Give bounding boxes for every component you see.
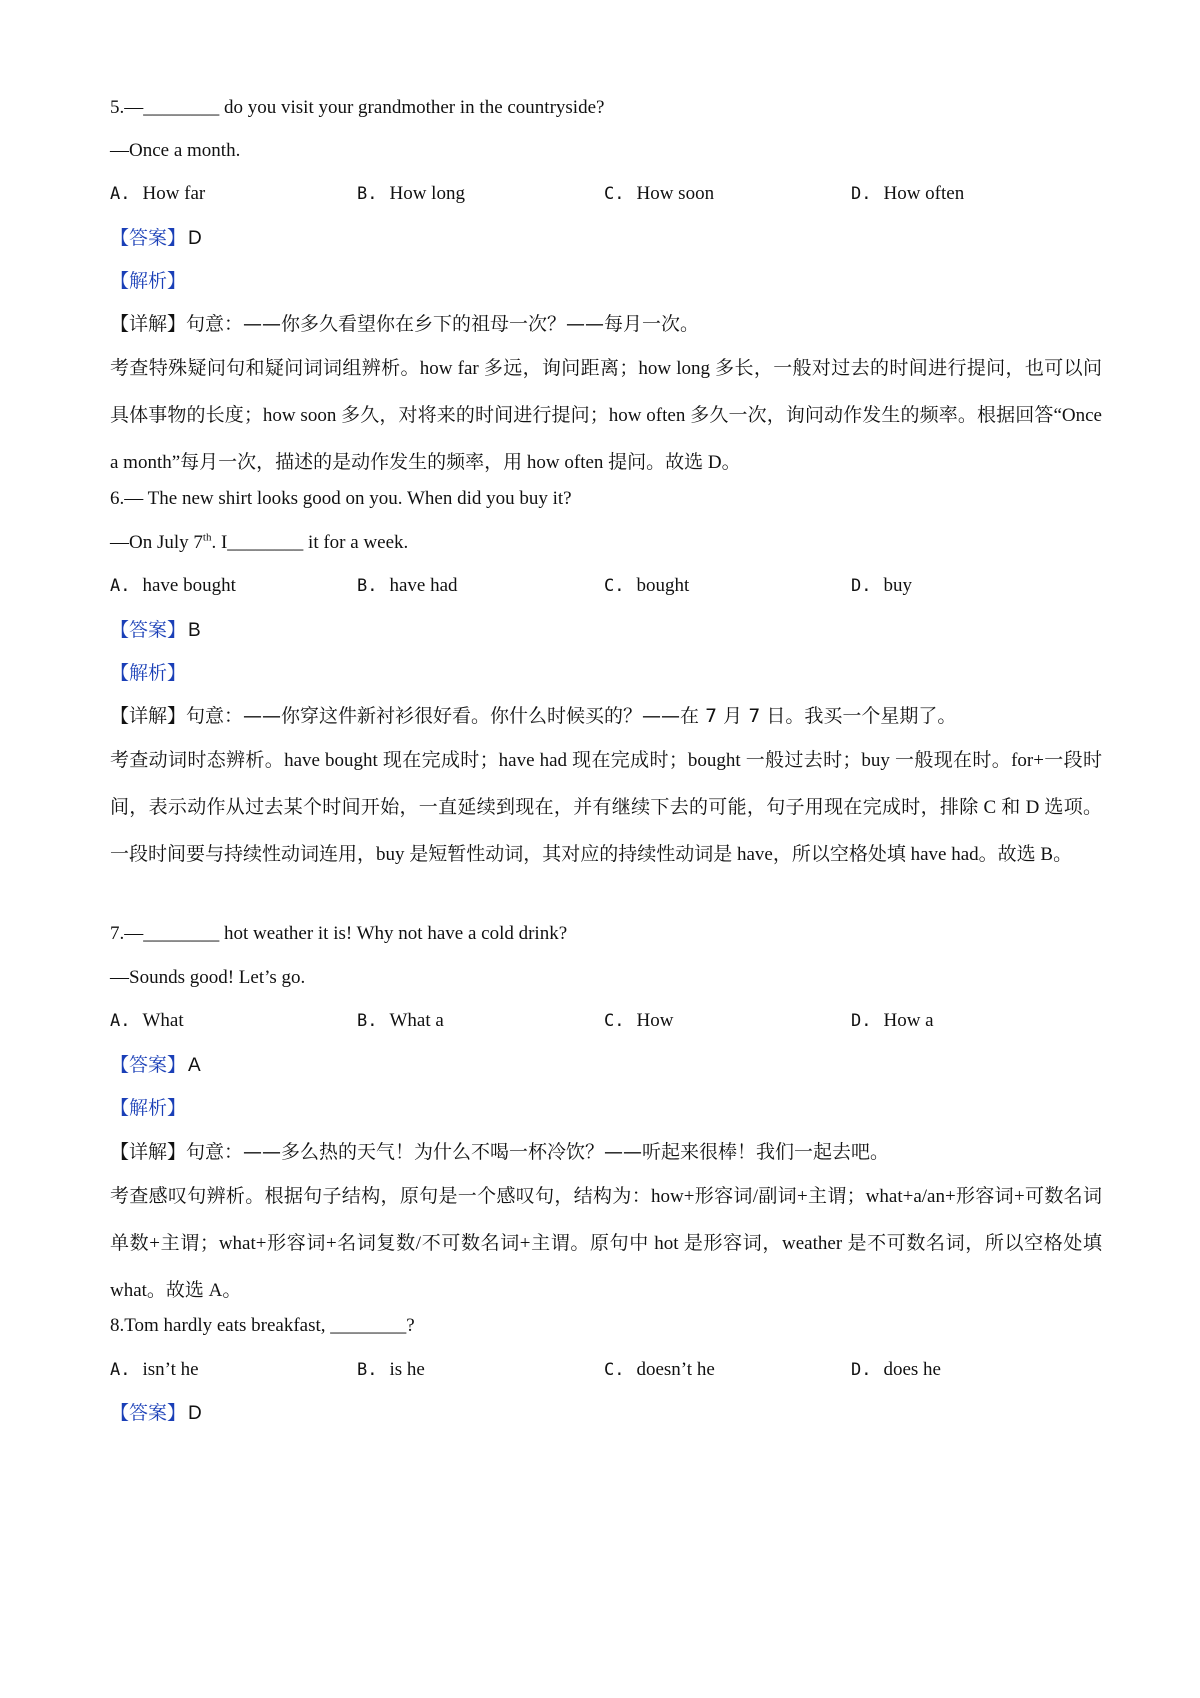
q5-option-a: A. How far bbox=[110, 183, 206, 204]
q8-answer-value: D bbox=[188, 1403, 202, 1424]
q6-reply: —On July 7th. I________ it for a week. bbox=[110, 531, 409, 553]
q6-stem bbox=[110, 487, 572, 511]
q6-number: 6. bbox=[110, 488, 125, 509]
q7-stem bbox=[110, 922, 567, 946]
q6-answer bbox=[110, 618, 201, 643]
q6-stem-text: — The new shirt looks good on you. When did you buy it? bbox=[124, 488, 572, 509]
analysis-tag: 【解析】 bbox=[110, 1097, 187, 1119]
q7-option-a: A. What bbox=[110, 1010, 184, 1031]
q7-explanation: 考查感叹句辨析。根据句子结构，原句是一个感叹句，结构为：how+形容词/副词+主谓；what+a/an+形容词+可数名词单数+主谓；what+形容词+名词复数/不可数名词+主谓。原句中 hot 是形容词，weather 是不可数名词，所以空格处填 what。故选 A。 bbox=[110, 1186, 1102, 1301]
q7-option-c: C. How bbox=[604, 1010, 674, 1031]
q7-stem-text: —________ hot weather it is! Why not have a cold drink? bbox=[124, 923, 568, 944]
q5-detail bbox=[110, 312, 699, 336]
q5-option-d: D. How often bbox=[851, 183, 965, 204]
q6-superscript: th bbox=[202, 531, 212, 544]
q7-answer-value: A bbox=[188, 1055, 201, 1076]
q7-reply: —Sounds good! Let’s go. bbox=[110, 967, 306, 988]
q5-answer bbox=[110, 226, 202, 251]
q6-answer-value: B bbox=[188, 620, 201, 641]
q8-answer bbox=[110, 1401, 202, 1426]
q7-detail-text: 句意：——多么热的天气！为什么不喝一杯冷饮？——听起来很棒！我们一起去吧。 bbox=[186, 1141, 890, 1163]
q5-stem bbox=[110, 96, 604, 120]
q6-option-d: D. buy bbox=[851, 575, 912, 596]
q5-reply: —Once a month. bbox=[110, 140, 241, 161]
detail-tag: 【详解】 bbox=[110, 705, 187, 727]
q8-option-d: D. does he bbox=[851, 1359, 941, 1380]
analysis-tag: 【解析】 bbox=[110, 270, 187, 292]
q5-option-b: B. How long bbox=[357, 183, 465, 204]
q5-analysis bbox=[110, 269, 186, 293]
q6-explanation: 考查动词时态辨析。have bought 现在完成时；have had 现在完成时；bought 一般过去时；buy 一般现在时。for+一段时间，表示动作从过去某个时间开始，一直延续到现在，并有继续下去的可能，句子用现在完成时，排除 C 和 D 选项。一段时间要与持续性动词连用，buy 是短暂性动词，其对应的持续性动词是 have，所以空格处填 have had。故选 B。 bbox=[110, 750, 1102, 865]
detail-tag: 【详解】 bbox=[110, 313, 187, 335]
answer-tag: 【答案】 bbox=[110, 227, 187, 249]
q7-number: 7. bbox=[110, 923, 125, 944]
q6-detail-text: 句意：——你穿这件新衬衫很好看。你什么时候买的？——在 7 月 7 日。我买一个星期了。 bbox=[186, 705, 957, 727]
q5-stem-text: do you visit your grandmother in the countryside? bbox=[224, 97, 605, 118]
q8-stem-text: Tom hardly eats breakfast, ________? bbox=[124, 1315, 415, 1336]
q8-stem bbox=[110, 1314, 415, 1338]
q6-option-c: C. bought bbox=[604, 575, 690, 596]
q7-analysis bbox=[110, 1096, 186, 1120]
q6-option-a: A. have bought bbox=[110, 575, 236, 596]
q5-blank: —________ bbox=[124, 97, 224, 118]
q5-option-c: C. How soon bbox=[604, 183, 715, 204]
q7-answer bbox=[110, 1053, 201, 1078]
q7-option-d: D. How a bbox=[851, 1010, 934, 1031]
q5-detail-text: 句意：——你多久看望你在乡下的祖母一次？——每月一次。 bbox=[186, 313, 700, 335]
q7-detail bbox=[110, 1140, 889, 1164]
q8-option-b: B. is he bbox=[357, 1359, 425, 1380]
q5-answer-value: D bbox=[188, 228, 202, 249]
q8-option-a: A. isn’t he bbox=[110, 1359, 199, 1380]
q6-detail bbox=[110, 704, 956, 728]
q6-option-b: B. have had bbox=[357, 575, 458, 596]
detail-tag: 【详解】 bbox=[110, 1141, 187, 1163]
answer-tag: 【答案】 bbox=[110, 619, 187, 641]
q8-option-c: C. doesn’t he bbox=[604, 1359, 715, 1380]
answer-tag: 【答案】 bbox=[110, 1054, 187, 1076]
q5-number: 5. bbox=[110, 97, 125, 118]
q8-number: 8. bbox=[110, 1315, 125, 1336]
answer-tag: 【答案】 bbox=[110, 1402, 187, 1424]
q5-explanation: 考查特殊疑问句和疑问词词组辨析。how far 多远，询问距离；how long 多长，一般对过去的时间进行提问，也可以问具体事物的长度；how soon 多久，对将来的时间进行提问；how often 多久一次，询问动作发生的频率。根据回答“Once a month”每月一次，描述的是动作发生的频率，用 how often 提问。故选 D。 bbox=[110, 358, 1102, 473]
q6-analysis bbox=[110, 661, 186, 685]
analysis-tag: 【解析】 bbox=[110, 662, 187, 684]
q7-option-b: B. What a bbox=[357, 1010, 444, 1031]
